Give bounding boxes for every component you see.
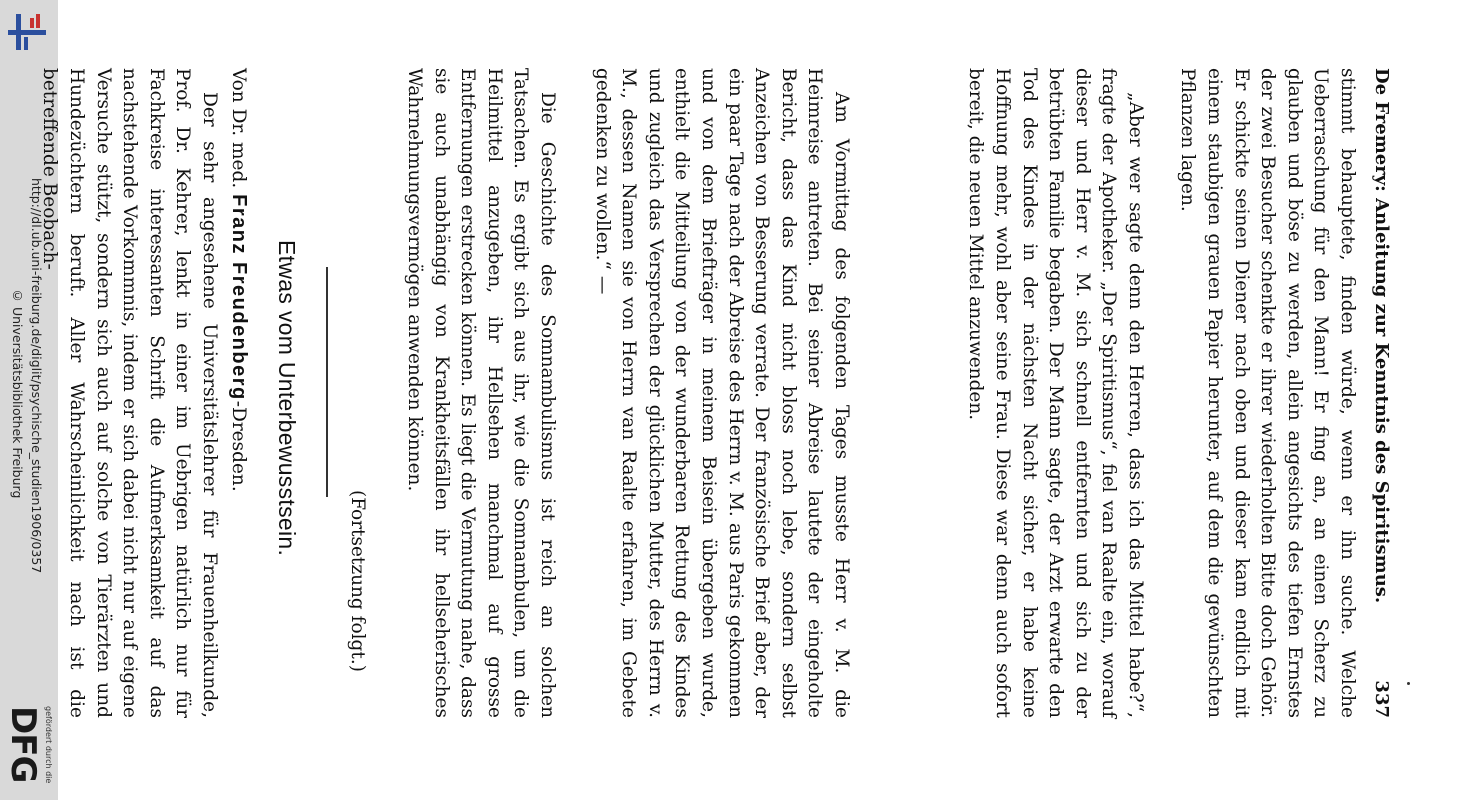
scanned-page — [39, 42, 1412, 722]
continuation-note: (Fortsetzung folgt.) — [347, 490, 368, 672]
scan-speck — [1407, 682, 1410, 685]
paragraph-1: stimmt behauptete, finden würde, wenn er ihn suche. Welche Ueberraschung für den Mann! Er fing an, an einen Scherz zu glauben und böse zu werden, allein angesichts des tiefen Ernstes der zwei Besucher schenkte er ihrer wiederholten Bitte doch Gehör. Er schickte seinen Diener nach oben und dieser kam endlich mit einem staubigen grauen Papier herunter, auf dem die gewünschten Pflanzen lagen. — [1177, 68, 1358, 718]
paragraph-4: Die Geschichte des Somnambulismus ist reich an solchen Tatsachen. Es ergibt sich aus ihr, wie die Somnambulen, um die Heilmittel anzugeben, ihr Hellsehen manchmal auf grosse Entfernungen erstrecken können. Es liegt die Vermutung nahe, dass sie auch unabhängig von Krankheitsfällen ihr hellseherisches Wahrnehmungsvermögen anwenden können. — [404, 68, 558, 718]
dfg-logo: DFG — [3, 706, 43, 783]
section-divider — [327, 267, 329, 497]
ub-freiburg-logo-icon — [6, 8, 48, 52]
scanned-page-viewport — [39, 42, 1412, 722]
running-head-title: De Fremery: Anleitung zur Kenntnis des Spiritismus. — [1371, 68, 1392, 604]
paragraph-2: „Aber wer sagte denn den Herren, dass ich das Mittel habe?“, fragte der Apotheker. „Der Spiritismus“, fiel van Raalte ein, worauf dieser und Herr v. M. sich schnell entfernten und sich zu der betrübten Familie begaben. Der Mann sagte, der Arzt erwarte den Tod des Kindes in der nächsten Nacht sicher, er habe keine Hoffnung mehr, wohl aber seine Frau. Diese war denn auch sofort bereit, die neuen Mittel anzuwenden. — [965, 68, 1146, 718]
article-title: Etwas vom Unterbewusstsein. — [274, 240, 300, 557]
page-url[interactable]: http://dl.ub.uni-freiburg.de/diglit/psychische_studien1906/0357 — [29, 178, 44, 574]
paragraph-3: Am Vormittag des folgenden Tages musste Herr v. M. die Heimreise antreten. Bei seiner Abreise lautete der eingeholte Bericht, dass das Kind nicht bloss noch lebe, sondern selbst Anzeichen von Besserung verrate. Der französische Brief aber, der ein paar Tage nach der Abreise des Herrn v. M. aus Paris gekommen und von dem Briefträger in meinem Beisein übergeben wurde, enthielt die Mitteilung von der wunderbaren Rettung des Kindes und zugleich das Versprechen der glücklichen Mutter, des Herrn v. M., dessen Namen sie von Herrn van Raalte erfahren, im Gebete gedenken zu wollen.“ — — [591, 68, 852, 718]
copyright-notice: © Universitätsbibliothek Freiburg — [10, 288, 25, 499]
byline-suffix: -Dresden. — [228, 400, 249, 492]
running-head — [1366, 68, 1394, 718]
page-number: 337 — [1371, 680, 1392, 718]
article-paragraph: Der sehr angesehene Universitätslehrer für Frauenheilkunde, Prof. Dr. Kehrer, lenkt in einer im Uebrigen natürlich nur für Fachkreise interessanten Schrift die Aufmerksamkeit auf das nachstehende Vorkommnis, indem er sich dabei nicht nur auf eigene Versuche stützt, sondern sich auch auf solche von Tierärzten und Hundezüchtern beruft. Aller Wahrscheinlichkeit nach ist die betreffende Beobach- — [39, 68, 220, 718]
article-byline — [224, 68, 252, 492]
author-name: Franz Freudenberg — [228, 194, 250, 401]
funding-note: gefördert durch die — [44, 706, 53, 784]
byline-prefix: Von Dr. med. — [228, 68, 249, 189]
